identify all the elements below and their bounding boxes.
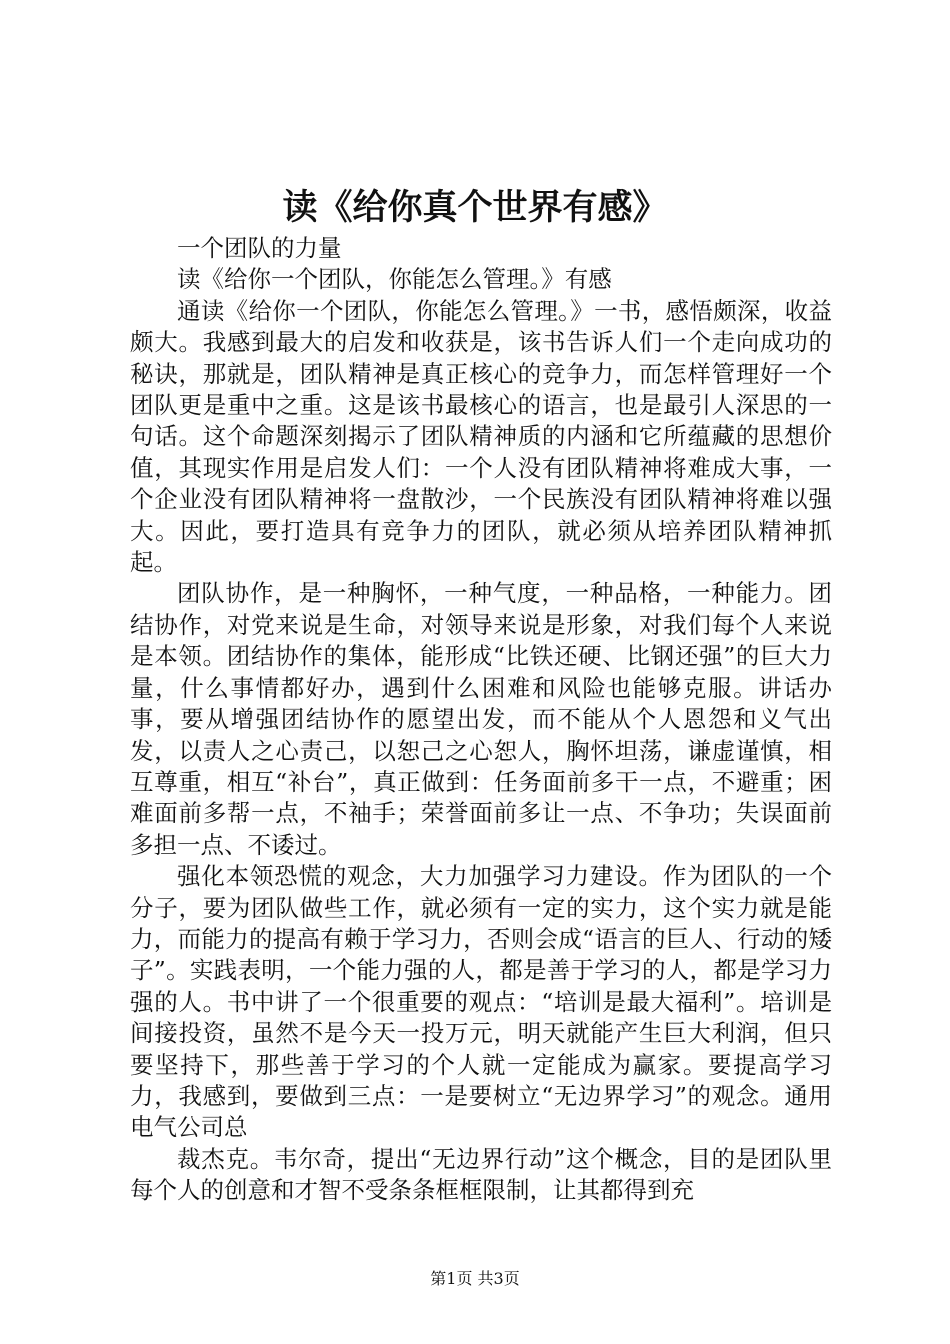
page-footer: 第1页 共3页 [430,1269,520,1288]
paragraph-heading: 读《给你一个团队，你能怎么管理。》有感 [177,265,612,294]
paragraph: 强化本领恐慌的观念，大力加强学习力建设。作为团队的一个分子，要为团队做些工作，就必须有一定的实力，这个实力就是能力，而能力的提高有赖于学习力，否则会成“语言的巨人、行动的矮子”。实践表明，一个能力强的人，都是善于学习的人，都是学习力强的人。书中讲了一个很重要的观点：“培训是最大福利”。培训是间接投资，虽然不是今天一投万元，明天就能产生巨大利润，但只要坚持下，那些善于学习的个人就一定能成为赢家。要提高学习力，我感到，要做到三点：一是要树立“无边界学习”的观念。通用电气公司总 [130,862,832,1142]
paragraph-subtitle: 一个团队的力量 [177,234,342,262]
paragraph: 团队协作，是一种胸怀，一种气度，一种品格，一种能力。团结协作，对党来说是生命，对领导来说是形象，对我们每个人来说是本领。团结协作的集体，能形成“比铁还硬、比钢还强”的巨大力量，什么事情都好办，遇到什么困难和风险也能够克服。讲话办事，要从增强团结协作的愿望出发，而不能从个人恩怨和义气出发，以责人之心责己，以恕己之心恕人，胸怀坦荡，谦虚谨慎，相互尊重，相互“补台”，真正做到：任务面前多干一点，不避重；困难面前多帮一点，不袖手；荣誉面前多让一点、不争功；失误面前多担一点、不诿过。 [130,579,832,859]
document-body [130,233,832,1207]
paragraph: 裁杰克。韦尔奇，提出“无边界行动”这个概念，目的是团队里每个人的创意和才智不受条条框框限制，让其都得到充 [130,1144,832,1205]
document-title: 读《给你真个世界有感》 [282,187,668,228]
paragraph: 通读《给你一个团队，你能怎么管理。》一书，感悟颇深，收益颇大。我感到最大的启发和收获是，该书告诉人们一个走向成功的秘诀，那就是，团队精神是真正核心的竞争力，而怎样管理好一个团队更是重中之重。这是该书最核心的语言，也是最引人深思的一句话。这个命题深刻揭示了团队精神质的内涵和它所蕴藏的思想价值，其现实作用是启发人们：一个人没有团队精神将难成大事，一个企业没有团队精神将一盘散沙，一个民族没有团队精神将难以强大。因此，要打造具有竞争力的团队，就必须从培养团队精神抓起。 [130,296,832,577]
